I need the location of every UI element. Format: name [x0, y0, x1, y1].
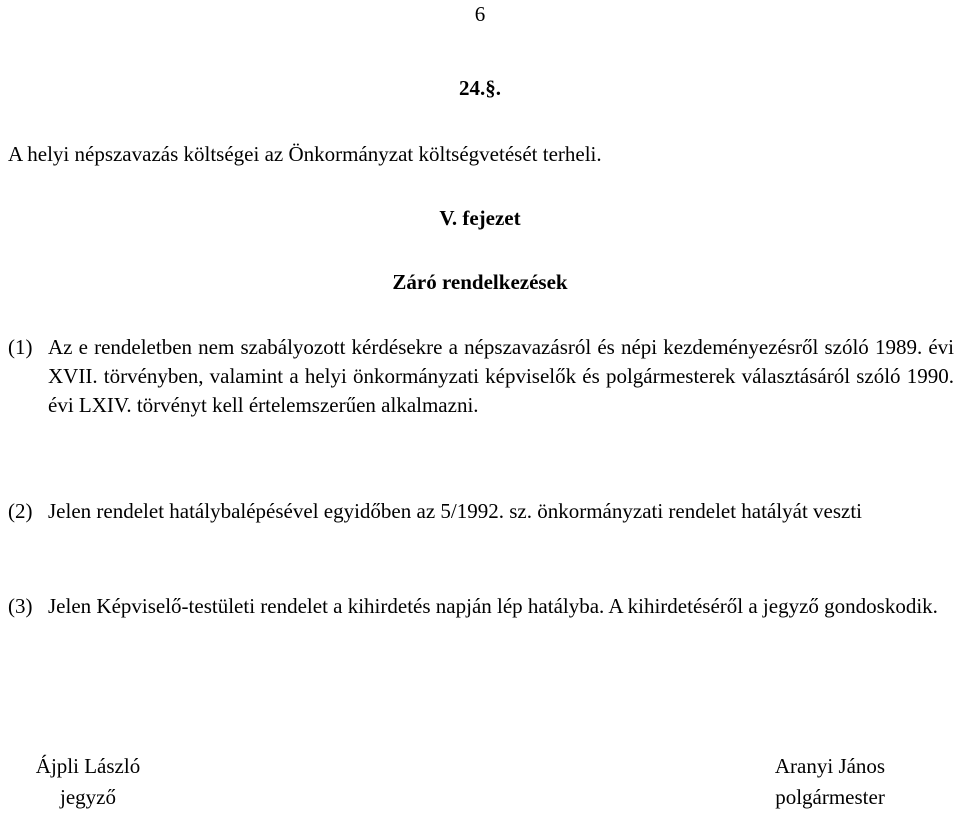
signature-role: jegyző — [60, 785, 116, 809]
paragraph-number: (3) — [8, 594, 33, 618]
paragraph-1 — [8, 333, 954, 420]
paragraph-2 — [8, 497, 954, 526]
chapter-title: Záró rendelkezések — [392, 270, 568, 294]
signature-role: polgármester — [775, 785, 885, 809]
paragraph-number: (1) — [8, 335, 33, 359]
intro-text: A helyi népszavazás költségei az Önkormányzat költségvetését terheli. — [8, 142, 602, 166]
section-number: 24.§. — [459, 76, 501, 100]
signature-right — [745, 751, 915, 813]
paragraph-3 — [8, 592, 954, 621]
paragraph-text: Jelen rendelet hatálybalépésével egyidőben az 5/1992. sz. önkormányzati rendelet hatályát veszti — [48, 499, 863, 523]
paragraph-number: (2) — [8, 499, 33, 523]
signature-left — [8, 751, 168, 813]
signature-name: Aranyi János — [774, 754, 886, 778]
signature-name: Ájpli László — [35, 754, 141, 778]
chapter-heading: V. fejezet — [439, 206, 521, 230]
page-number: 6 — [474, 2, 486, 26]
paragraph-text: Az e rendeletben nem szabályozott kérdésekre a népszavazásról és népi kezdeményezésről szóló 1989. évi XVII. törvényben, valamint a helyi önkormányzati képviselők és polgármesterek választásáról szóló 1990. évi LXIV. törvényt kell értelemszerűen alkalmazni. — [48, 335, 954, 417]
paragraph-text: Jelen Képviselő-testületi rendelet a kihirdetés napján lép hatályba. A kihirdetéséről a jegyző gondoskodik. — [48, 594, 938, 618]
